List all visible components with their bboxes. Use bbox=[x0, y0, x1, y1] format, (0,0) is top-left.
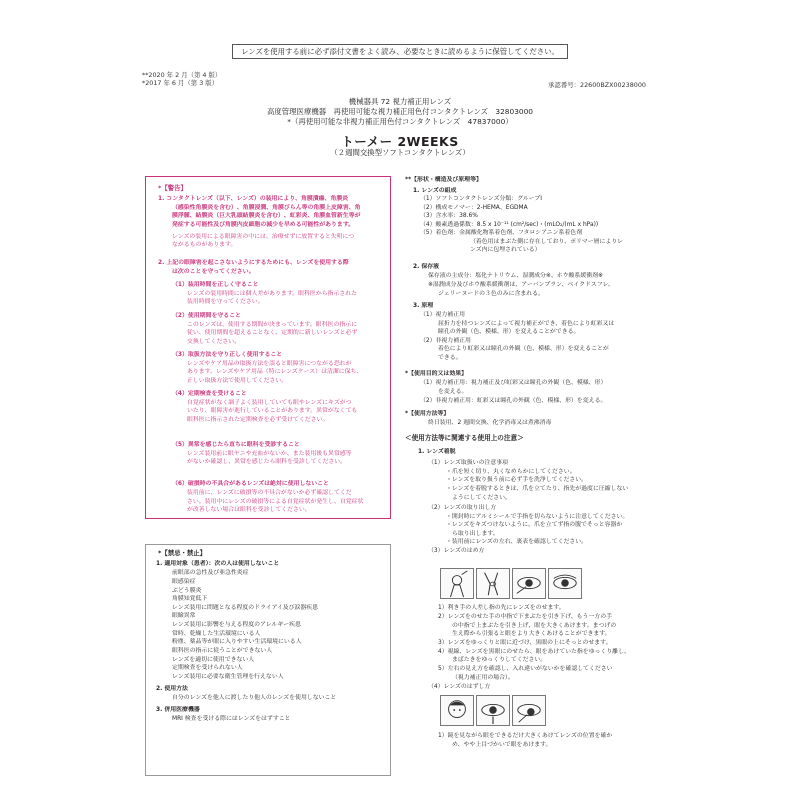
remove-step-3-illustration bbox=[512, 695, 546, 726]
contraindication-line: ぶどう膜炎 bbox=[172, 588, 202, 594]
warning-line: 従い、使用期間を超えることなく、定期的に新しいレンズと必ず bbox=[187, 330, 358, 336]
remove-step-line: 1）鏡を見ながら眼をできるだけ大きくあけてレンズの位置を確か bbox=[438, 733, 613, 739]
spec-line: （2）非視力補正用：虹彩又は瞳孔の外観（色、模様、形）を変える。 bbox=[420, 398, 607, 404]
remove-step-1-illustration bbox=[440, 695, 474, 726]
usage-line: （2）レンズの取り出し方 bbox=[428, 505, 497, 511]
insert-step-3-illustration bbox=[512, 568, 546, 599]
spec-line: （4）酸素透過係数：8.5 x 10⁻¹¹ (cm²/sec)・(mLO₂/(mL x hPa)) bbox=[420, 222, 599, 228]
warning-line: レンズやケア用品の取扱方法を誤ると眼障害につながる恐れが bbox=[187, 361, 352, 367]
spec-line: 着色により虹彩又は瞳孔の外観（色、模様、形）を変えることが bbox=[438, 346, 609, 352]
insert-step-line: 5）左右の見え方を確認し、入れ違いがないかを確認してください bbox=[438, 666, 613, 672]
warning-line: 1. コンタクトレンズ（以下、レンズ）の装用により、角膜潰瘍、角膜炎 bbox=[158, 196, 349, 202]
usage-line: 1. レンズ着脱 bbox=[418, 449, 456, 455]
warning-line: 膜浮腫、結膜炎（巨大乳頭結膜炎を含む）、虹彩炎、角膜血管新生等が bbox=[172, 213, 361, 219]
warning-line: レンズ装用前に眼ヤニや充血がないか、また装用後も異常感等 bbox=[187, 451, 352, 457]
spec-line: 瞳孔の外観（色、模様、形）を変えることができる。 bbox=[438, 329, 580, 335]
spec-line: （1）視力補正用 bbox=[420, 312, 465, 318]
product-subtitle: （２週間交換型ソフトコンタクトレンズ） bbox=[330, 148, 470, 157]
classification-line: 高度管理医療機器 再使用可能な視力補正用色付コンタクトレンズ 32803000 bbox=[266, 107, 534, 116]
contraindication-line: 自分のレンズを他人に渡したり他人のレンズを使用しないこと bbox=[172, 695, 337, 701]
spec-line: （1）ソフトコンタクトレンズ分類：グループⅠ bbox=[420, 196, 543, 202]
warning-line: 発症する可能性及び角膜内皮細胞の減少を早める可能性があります。 bbox=[172, 222, 355, 228]
product-name: トーメー 2WEEKS bbox=[341, 134, 459, 149]
contraindication-line: レンズ装用に影響を与える程度のアレルギー疾患 bbox=[172, 622, 301, 628]
usage-line: ようにしてください。 bbox=[452, 495, 511, 501]
remove-step-2-illustration bbox=[476, 695, 510, 726]
contraindication-line: レンズを適切に使用できない人 bbox=[172, 657, 255, 663]
warning-line: 眼科医に指示された定期検査を必ず受けてください。 bbox=[187, 417, 329, 423]
spec-line: ジェリーヌードの３色のみに含まれる。 bbox=[438, 291, 544, 297]
warning-line: レンズの装用による眼障害の中には、治療せずに放置すると失明につ bbox=[172, 234, 355, 240]
remove-title: （4）レンズのはずし方 bbox=[428, 684, 491, 690]
insert-step-line: 4）視線、レンズを黒眼にのせたら、眼をあけていた指をゆっくり離し、 bbox=[438, 649, 630, 655]
usage-line: ・爪を短く切り、丸くなめらかにしてください。 bbox=[446, 469, 576, 475]
warning-line: このレンズは、使用する期間が決まっています。眼科医の指示に bbox=[187, 322, 358, 328]
warning-line: （1）装用時間を正しく守ること bbox=[172, 282, 259, 288]
contraindication-line: レンズ装用に必要な衛生管理を行えない人 bbox=[172, 674, 284, 680]
contraindication-line: 2. 使用方法 bbox=[156, 686, 188, 692]
insert-step-line: 2）レンズをのせた手の中指で下まぶたを引き下げ、もう一方の手 bbox=[438, 614, 613, 620]
usage-line: （1）レンズ取扱いの注意事項 bbox=[428, 460, 509, 466]
usage-line: ら取り出します。 bbox=[452, 531, 499, 537]
category-line: 機械器具 72 視力補正用レンズ bbox=[348, 97, 452, 106]
contraindication-line: MRI 検査を受ける際にはレンズをはずすこと bbox=[172, 716, 291, 722]
remove-step-line: め、やや上目づかいで眼をあけます。 bbox=[452, 742, 552, 748]
spec-line: ンズ内に包埋されている） bbox=[470, 247, 541, 253]
warning-line: （5）異常を感じたら直ちに眼科を受診すること bbox=[172, 442, 300, 448]
spec-line: （1）視力補正用：視力補正及び虹彩又は瞳孔の外観（色、模様、形） bbox=[420, 380, 607, 386]
approval-number: 承認番号：22600BZX00238000 bbox=[548, 81, 646, 89]
contraindication-line: 眼瞼異常 bbox=[172, 613, 196, 619]
warning-line: 交換してください。 bbox=[187, 339, 241, 345]
spec-line: を変える。 bbox=[438, 389, 468, 395]
spec-line: （2）非視力補正用 bbox=[420, 338, 471, 344]
spec-line: 保存液の主成分：塩化ナトリウム、湿潤成分※、ホウ酸系緩衝剤※ bbox=[428, 273, 603, 279]
spec-line: **【形状・構造及び原理等】 bbox=[405, 177, 482, 183]
warning-title: *【警告】 bbox=[158, 184, 187, 192]
warning-line: （3）取扱方法を守り正しく使用すること bbox=[172, 352, 283, 358]
warning-line: （6）破損時の不具合があるレンズは絶対に使用しないこと bbox=[172, 481, 329, 487]
contraindications-title: *【禁忌・禁止】 bbox=[158, 549, 207, 557]
warning-line: 2. 上記の眼障害を起こさないようにするためにも、レンズを使用する際 bbox=[158, 260, 349, 266]
warning-line: （2）使用期間を守ること bbox=[172, 313, 241, 319]
contraindication-line: 角膜知覚低下 bbox=[172, 596, 208, 602]
contraindication-line: 3. 併用医療機器 bbox=[156, 707, 200, 713]
classification-line-2: *（再使用可能な非視力補正用色付コンタクトレンズ 47837000） bbox=[287, 117, 513, 126]
insert-step-2-illustration bbox=[476, 568, 510, 599]
insert-step-line: （視力補正用の場合）。 bbox=[452, 675, 514, 681]
warning-line: いたり、眼障害が進行していることがあります。異常がなくても bbox=[187, 408, 358, 414]
usage-line: ・装用前にレンズの左右、裏表を確認してください。 bbox=[446, 539, 588, 545]
spec-line: *【使用目的又は効果】 bbox=[405, 371, 467, 377]
warning-line: （感染性角膜炎を含む）、角膜浸潤、角膜びらん等の角膜上皮障害、角 bbox=[172, 205, 361, 211]
contraindication-line: レンズ装用に問題となる程度のドライアイ及び涙器疾患 bbox=[172, 605, 319, 611]
warning-line: は次のことを守ってください。 bbox=[172, 269, 255, 275]
spec-line: 2. 保存液 bbox=[413, 264, 440, 270]
warning-line: あります。レンズやケア用品（特にレンズケース）は清潔に保ち、 bbox=[187, 369, 363, 375]
warning-line: が改善しない場合は眼科を受診してください。 bbox=[187, 507, 311, 513]
warning-line: 正しい取扱方法で使用してください。 bbox=[187, 378, 288, 384]
spec-line: できる。 bbox=[438, 355, 462, 361]
insert-step-line: 生え際から引張ると眼をより大きくあけることができます。 bbox=[452, 631, 611, 637]
spec-line: 1. レンズの組成 bbox=[413, 188, 457, 194]
usage-line: ・レンズを着脱するときは、爪を立てたり、指先が過度に圧縮しない bbox=[446, 486, 629, 492]
warning-line: ながるものがあります。 bbox=[172, 242, 237, 248]
insert-step-4-illustration bbox=[548, 568, 582, 599]
spec-line: ※湿潤成分及びホウ酸系緩衝剤は、アーバンプラン、ベイクドスフレ、 bbox=[428, 282, 614, 288]
spec-line: 屈折力を持つレンズによって視力補正ができ、着色により虹彩又は bbox=[438, 321, 615, 327]
top-notice: レンズを使用する前に必ず添付文書をよく読み、必要なときに読めるように保管してください。 bbox=[232, 44, 568, 59]
insert-step-1-illustration bbox=[440, 568, 474, 599]
insert-step-line: まばたきをゆっくりしてください。 bbox=[452, 657, 547, 663]
insert-step-line: の中指で上まぶたを引き上げ、眼を大きくあけます。まつげの bbox=[452, 623, 617, 629]
contraindication-line: 眼科医の指示に従うことができない人 bbox=[172, 648, 273, 654]
warning-line: さい。装用中にレンズの破損等による自覚症状が発生し、自覚症状 bbox=[187, 499, 364, 505]
insert-step-line: 3）レンズをゆっくりと眼に近づけ、黒眼の上にそっとのせます。 bbox=[438, 640, 612, 646]
spec-line: （着色用はまぶた側に存在しており、ポリマー層によりレ bbox=[470, 239, 624, 245]
warning-line: レンズの装用時間には個人差があります。眼科医から指示された bbox=[187, 291, 358, 297]
usage-line: ・開封時にアルミシールで手指を切らないように注意してください。 bbox=[446, 514, 629, 520]
spec-line: （5）着色剤：金属酸化物系着色剤、フタロシアニン系着色剤 bbox=[420, 230, 583, 236]
insert-step-line: 1）利き手の人差し指の先にレンズをのせます。 bbox=[438, 605, 565, 611]
warning-line: （4）定期検査を受けること bbox=[172, 391, 247, 397]
revision-line: **2020 年 2 月（第 4 版） bbox=[142, 71, 222, 79]
spec-line: （3）含水率：38.6% bbox=[420, 213, 478, 219]
warning-line: 装用時間を守ってください。 bbox=[187, 299, 264, 305]
usage-line: ・レンズを取り扱う前に必ず手を洗浄してください。 bbox=[446, 477, 588, 483]
contraindication-line: 1. 適用対象（患者）：次の人は使用しないこと bbox=[156, 561, 280, 567]
contraindication-line: 粉塵、薬品等が眼に入りやすい生活環境にいる人 bbox=[172, 639, 302, 645]
spec-line: 3. 原理 bbox=[413, 303, 434, 309]
spec-line: *【使用方法等】 bbox=[405, 411, 450, 417]
contraindication-line: 定期検査を受けられない人 bbox=[172, 665, 243, 671]
contraindication-line: 眼感染症 bbox=[172, 579, 196, 585]
warning-line: がないか確認し、異常を感じたら眼科を受診してください。 bbox=[187, 459, 347, 465]
warning-line: 自覚症状がなく調子よく装用していても眼やレンズにキズがつ bbox=[187, 400, 352, 406]
contraindication-line: 常時、乾燥した生活環境にいる人 bbox=[172, 631, 261, 637]
warning-line: 装用前に、レンズに破損等の不具合がないか必ず確認してくだ bbox=[187, 490, 352, 496]
usage-precautions-title: ＜使用方法等に関連する使用上の注意＞ bbox=[405, 434, 524, 442]
revision-line: *2017 年 6 月（第 3 版） bbox=[142, 79, 219, 87]
spec-line: （2）構成モノマー：2-HEMA、EGDMA bbox=[420, 205, 528, 211]
usage-line: ・レンズをキズつけないように、爪を立てず指の腹でそっと容器か bbox=[446, 522, 623, 528]
usage-line: （3）レンズのはめ方 bbox=[428, 548, 485, 554]
contraindication-line: 前眼部の急性及び亜急性炎症 bbox=[172, 570, 249, 576]
spec-line: 終日装用、2 週間交換、化学消毒又は煮沸消毒 bbox=[428, 420, 552, 426]
